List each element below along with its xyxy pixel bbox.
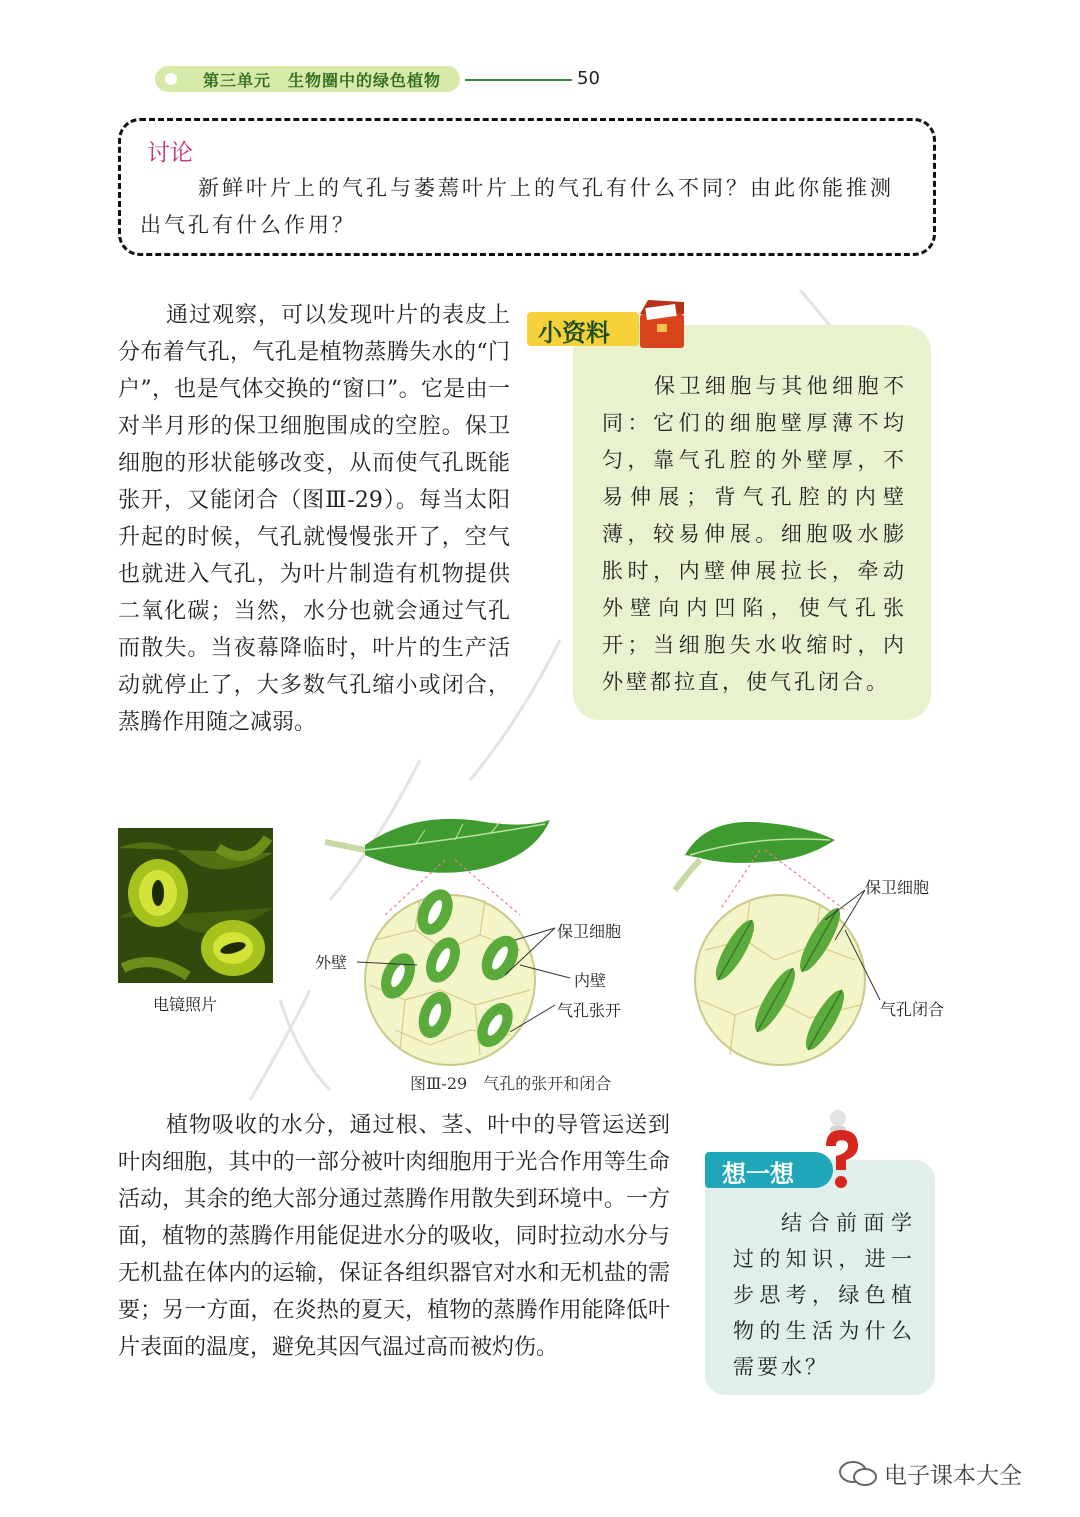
unit-title: 第三单元 生物圈中的绿色植物 [203, 71, 442, 90]
label-stoma-closed: 气孔闭合 [880, 1000, 945, 1019]
main-paragraph-1: 通过观察，可以发现叶片的表皮上分布着气孔，气孔是植物蒸腾失水的“门户”，也是气体交换的“窗口”。它是由一对半月形的保卫细胞围成的空腔。保卫细胞的形状能够改变，从而使气孔既能张开，又能闭合（图Ⅲ-29）。每当太阳升起的时候，气孔就慢慢张开了，空气也就进入气孔，为叶片制造有机物提供二氧化碳；当然，水分也就会通过气孔而散失。当夜幕降临时，叶片的生产活动就停止了，大多数气孔缩小或闭合，蒸腾作用随之减弱。 [118, 303, 510, 735]
header-dot [165, 73, 177, 85]
main-paragraph-2: 植物吸收的水分，通过根、茎、叶中的导管运送到叶肉细胞，其中的一部分被叶肉细胞用于光合作用等生命活动，其余的绝大部分通过蒸腾作用散失到环境中。一方面，植物的蒸腾作用能促进水分的吸收，同时拉动水分与无机盐在体内的运输，保证各组织器官对水和无机盐的需要；另一方面，在炎热的夏天，植物的蒸腾作用能降低叶片表面的温度，避免其因气温过高而被灼伤。 [118, 1113, 670, 1360]
label-guard-cell-open: 保卫细胞 [557, 922, 622, 941]
discussion-title: 讨论 [147, 140, 193, 166]
info-box-text: 保卫细胞与其他细胞不同：它们的细胞壁厚薄不均匀，靠气孔腔的外壁厚，不易伸展；背气孔腔的内壁薄，较易伸展。细胞吸水膨胀时，内壁伸展拉长，牵动外壁向内凹陷，使气孔张开；当细胞失水收缩时，内外壁都拉直，使气孔闭合。 [602, 374, 907, 694]
electron-micrograph-image [118, 828, 273, 983]
question-mark-person-icon [816, 1108, 866, 1192]
label-inner-wall: 内壁 [574, 971, 607, 990]
label-stoma-open: 气孔张开 [557, 1001, 622, 1020]
photo-caption: 电镜照片 [153, 995, 218, 1014]
watermark-text: 电子课本大全 [884, 1463, 1022, 1489]
label-guard-cell-closed: 保卫细胞 [865, 878, 930, 897]
wechat-icon [838, 1460, 878, 1488]
page-number: 50 [577, 68, 600, 89]
info-box-title: 小资料 [538, 319, 610, 347]
treasure-box-icon [636, 296, 688, 352]
figure-caption: 图Ⅲ-29 气孔的张开和闭合 [410, 1074, 612, 1093]
leaf-open-illustration [325, 819, 550, 873]
discussion-text: 新鲜叶片上的气孔与萎蔫叶片上的气孔有什么不同？由此你能推测出气孔有什么作用？ [140, 176, 894, 237]
label-outer-wall: 外壁 [315, 953, 348, 972]
think-box-text: 结合前面学过的知识，进一步思考，绿色植物的生活为什么需要水？ [733, 1211, 915, 1379]
stomata-diagram [305, 800, 960, 1085]
leaf-closed-illustration [675, 822, 835, 890]
think-box-title: 想一想 [722, 1160, 794, 1188]
header-rule [465, 79, 572, 81]
